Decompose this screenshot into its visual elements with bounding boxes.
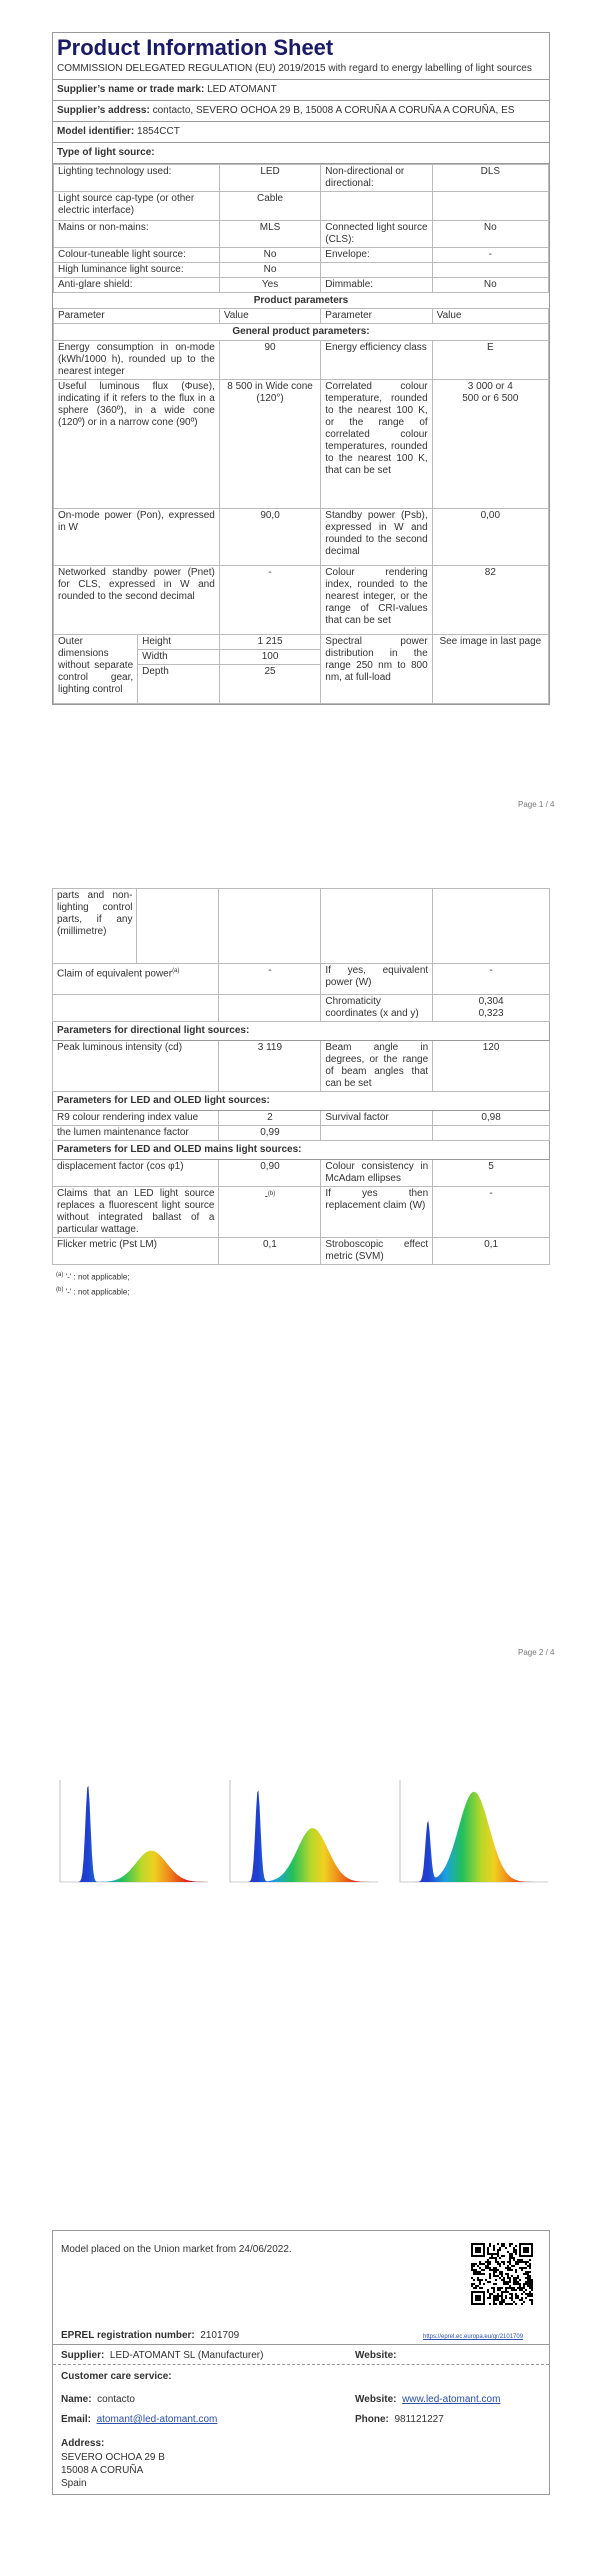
spectral-label: Spectral power distribution in the range 250 nm to 800 nm, at full-load — [321, 635, 432, 704]
care-website: Website: www.led-atomant.com — [355, 2394, 501, 2405]
spectral-value: See image in last page — [432, 635, 548, 704]
stroboscopic-value: 0,1 — [433, 1238, 550, 1265]
care-address-label: Address: — [61, 2438, 105, 2449]
led-heading: Parameters for LED and OLED light sources: — [53, 1092, 550, 1111]
beam-value: 120 — [433, 1041, 550, 1092]
spectral-distribution-images — [52, 1772, 552, 1892]
peak-label: Peak luminous intensity (cd) — [53, 1041, 219, 1092]
chromaticity-value — [433, 995, 550, 1022]
standby-value: 0,00 — [432, 509, 548, 566]
type-row — [54, 165, 549, 192]
spectrum-chart-3000k — [52, 1772, 212, 1890]
type-row — [54, 263, 549, 278]
chromaticity-label: Chromaticity coordinates (x and y) — [321, 995, 433, 1022]
beam-label: Beam angle in degrees, or the range of beam angles that can be set — [321, 1041, 433, 1092]
flux-label: Useful luminous flux (Φuse), indicating if it refers to the flux in a sphere (360º), in a wide cone (120º) or in a narrow cone (90º) — [54, 380, 220, 509]
type-label: Light source cap-type (or other electric interface) — [54, 192, 220, 221]
energy-class-label: Energy efficiency class — [321, 341, 432, 380]
type-label: Colour-tuneable light source: — [54, 248, 220, 263]
empty-cell — [137, 889, 219, 964]
cri-value: 82 — [432, 566, 548, 635]
spectrum-curve — [402, 1792, 546, 1882]
flux-value: 8 500 in Wide cone (120°) — [219, 380, 320, 509]
equivalent-label: Claim of equivalent power$^{(a)}$ — [53, 964, 219, 995]
type-row — [54, 278, 549, 293]
height-label: Height — [138, 635, 220, 650]
peak-row — [53, 1041, 550, 1092]
care-address-line-1: SEVERO OCHOA 29 B — [61, 2452, 165, 2463]
equivalent-row — [53, 964, 550, 995]
type-label: Dimmable: — [321, 278, 432, 293]
spectrum-curve — [62, 1786, 206, 1882]
type-section-heading: Type of light source: — [53, 143, 549, 164]
empty-cell — [219, 995, 321, 1022]
equivalent-yes-label: If yes, equivalent power (W) — [321, 964, 433, 995]
info-sheet-page-2 — [52, 888, 550, 1298]
type-value: No — [432, 221, 548, 248]
consistency-value: 5 — [433, 1160, 550, 1187]
param-header-2: Value — [219, 309, 320, 324]
continued-parameters-table — [52, 888, 550, 1265]
eprel-qr-link[interactable]: https://eprel.ec.europa.eu/qr/2101709 — [423, 2334, 524, 2340]
energy-row — [54, 341, 549, 380]
page-title: Product Information Sheet — [57, 35, 334, 60]
claims-label: Claims that an LED light source replaces a fluorescent light source without integrated ballast of a particular wattage. — [53, 1187, 219, 1238]
flicker-label: Flicker metric (Pst LM) — [53, 1238, 219, 1265]
outer-dimensions-label-continued: parts and non-lighting control parts, if any (millimetre) — [53, 889, 137, 964]
height-row — [54, 635, 549, 650]
depth-label: Depth — [138, 665, 220, 704]
regulation-subtitle: COMMISSION DELEGATED REGULATION (EU) 2019/2015 with regard to energy labelling of light sources — [53, 61, 549, 80]
equivalent-yes-value: - — [433, 964, 550, 995]
energy-label: Energy consumption in on-mode (kWh/1000 h), rounded up to the nearest integer — [54, 341, 220, 380]
care-phone: Phone: 981121227 — [355, 2414, 444, 2425]
param-header-1: Parameter — [54, 309, 220, 324]
type-label: Anti-glare shield: — [54, 278, 220, 293]
depth-value: 25 — [219, 665, 320, 704]
width-label: Width — [138, 650, 220, 665]
product-parameters-heading: Product parameters — [253, 295, 349, 306]
light-source-type-table — [53, 164, 549, 293]
cct-value — [432, 380, 548, 509]
type-label: Non-directional or directional: — [321, 165, 432, 192]
care-address-line-2: 15008 A CORUÑA — [61, 2465, 144, 2476]
r9-value: 2 — [219, 1111, 321, 1126]
type-label: Connected light source (CLS): — [321, 221, 432, 248]
consistency-label: Colour consistency in McAdam ellipses — [321, 1160, 433, 1187]
mains-heading: Parameters for LED and OLED mains light sources: — [53, 1141, 550, 1160]
info-sheet-page-1 — [52, 32, 550, 705]
param-header-4: Value — [432, 309, 548, 324]
param-header-3: Parameter — [321, 309, 432, 324]
care-email: Email: atomant@led-atomant.com — [61, 2414, 218, 2425]
displacement-row — [53, 1160, 550, 1187]
cct-value-line-1: 3 000 or 4 — [467, 381, 513, 392]
network-label: Networked standby power (Pnet) for CLS, expressed in W and rounded to the second decimal — [54, 566, 220, 635]
network-value: - — [219, 566, 320, 635]
onmode-label: On-mode power (Pon), expressed in W — [54, 509, 220, 566]
height-value: 1 215 — [219, 635, 320, 650]
page-number-2: Page 2 / 4 — [518, 1648, 555, 1657]
lumen-label: the lumen maintenance factor — [53, 1126, 219, 1141]
spectrum-chart-6500k — [392, 1772, 552, 1890]
model-value: 1854CCT — [137, 126, 180, 137]
empty-cell — [433, 889, 550, 964]
replacement-value: - — [433, 1187, 550, 1238]
type-value — [432, 263, 548, 278]
customer-care-heading: Customer care service: — [61, 2371, 172, 2382]
model-row — [53, 122, 549, 143]
type-value: DLS — [432, 165, 548, 192]
empty-cell — [219, 889, 321, 964]
type-value: - — [432, 248, 548, 263]
lumen-value: 0,99 — [219, 1126, 321, 1141]
type-value: MLS — [219, 221, 320, 248]
replacement-label: If yes then replacement claim (W) — [321, 1187, 433, 1238]
flicker-row — [53, 1238, 550, 1265]
outer-dimensions-label: Outer dimensions without separate control gear, lighting control — [54, 635, 138, 704]
spectrum-chart-4500k — [222, 1772, 382, 1890]
type-value: No — [219, 248, 320, 263]
type-label: Mains or non-mains: — [54, 221, 220, 248]
type-value: No — [432, 278, 548, 293]
empty-cell — [433, 1126, 550, 1141]
param-header-row — [54, 309, 549, 324]
stroboscopic-label: Stroboscopic effect metric (SVM) — [321, 1238, 433, 1265]
supplier-line: Supplier: LED-ATOMANT SL (Manufacturer) — [61, 2350, 264, 2361]
r9-row — [53, 1111, 550, 1126]
supplier-value: LED ATOMANT — [207, 84, 277, 95]
page-number-1: Page 1 / 4 — [518, 800, 555, 809]
width-value: 100 — [219, 650, 320, 665]
type-label: High luminance light source: — [54, 263, 220, 278]
type-value — [432, 192, 548, 221]
onmode-value: 90,0 — [219, 509, 320, 566]
energy-value: 90 — [219, 341, 320, 380]
survival-value: 0,98 — [433, 1111, 550, 1126]
supplier-label: Supplier’s name or trade mark: — [57, 84, 205, 95]
address-row — [53, 101, 549, 122]
type-value: LED — [219, 165, 320, 192]
type-value: Yes — [219, 278, 320, 293]
energy-class-value: E — [432, 341, 548, 380]
empty-cell — [321, 1126, 433, 1141]
survival-label: Survival factor — [321, 1111, 433, 1126]
care-website-link[interactable]: www.led-atomant.com — [402, 2394, 501, 2405]
care-email-link[interactable]: atomant@led-atomant.com — [96, 2414, 218, 2425]
general-parameters-heading: General product parameters: — [54, 324, 549, 341]
address-label: Supplier’s address: — [57, 105, 150, 116]
model-label: Model identifier: — [57, 126, 135, 137]
claims-row — [53, 1187, 550, 1238]
type-label — [321, 192, 432, 221]
equivalent-value: - — [219, 964, 321, 995]
chromaticity-x: 0,304 — [478, 996, 504, 1007]
address-value: contacto, SEVERO OCHOA 29 B, 15008 A CORUÑA A CORUÑA A CORUÑA, ES — [152, 105, 515, 116]
network-row — [54, 566, 549, 635]
cct-value-line-2: 500 or 6 500 — [462, 393, 519, 404]
chromaticity-y: 0,323 — [478, 1008, 504, 1019]
type-value: No — [219, 263, 320, 278]
lumen-row — [53, 1126, 550, 1141]
product-parameters-table — [53, 308, 549, 704]
supplier-row — [53, 80, 549, 101]
cct-label: Correlated colour temperature, rounded to the nearest 100 K, or the range of correlated colour temperatures, rounded to the nearest 100 K, that can be set — [321, 380, 432, 509]
empty-cell — [53, 995, 219, 1022]
outer-continued-row — [53, 889, 550, 964]
type-label — [321, 263, 432, 278]
footnote-b: $^{(b)}$ '-' : not applicable; — [56, 1286, 130, 1297]
type-row — [54, 248, 549, 263]
claims-value: -$^{(b)}$ — [219, 1187, 321, 1238]
placed-on-market-text: Model placed on the Union market from 24/06/2022. — [61, 2244, 292, 2255]
empty-cell — [321, 889, 433, 964]
peak-value: 3 119 — [219, 1041, 321, 1092]
spectrum-curve — [232, 1790, 376, 1882]
type-row — [54, 221, 549, 248]
type-label: Lighting technology used: — [54, 165, 220, 192]
eprel-label-block — [52, 2230, 550, 2495]
cri-label: Colour rendering index, rounded to the nearest integer, or the range of CRI-values that can be set — [321, 566, 432, 635]
type-row — [54, 192, 549, 221]
directional-heading: Parameters for directional light sources: — [53, 1022, 550, 1041]
website-label: Website: — [355, 2350, 397, 2361]
chromaticity-row — [53, 995, 550, 1022]
displacement-label: displacement factor (cos φ1) — [53, 1160, 219, 1187]
displacement-value: 0,90 — [219, 1160, 321, 1187]
footnote-a: $^{(a)}$ '-' : not applicable; — [56, 1272, 130, 1282]
flux-row — [54, 380, 549, 509]
type-label: Envelope: — [321, 248, 432, 263]
r9-label: R9 colour rendering index value — [53, 1111, 219, 1126]
qr-code-icon[interactable] — [471, 2243, 533, 2305]
flicker-value: 0,1 — [219, 1238, 321, 1265]
eprel-registration: EPREL registration number: 2101709 — [61, 2330, 240, 2341]
power-row — [54, 509, 549, 566]
type-value: Cable — [219, 192, 320, 221]
care-name: Name: contacto — [61, 2394, 135, 2405]
care-address-line-3: Spain — [61, 2478, 87, 2489]
standby-label: Standby power (Psb), expressed in W and rounded to the second decimal — [321, 509, 432, 566]
